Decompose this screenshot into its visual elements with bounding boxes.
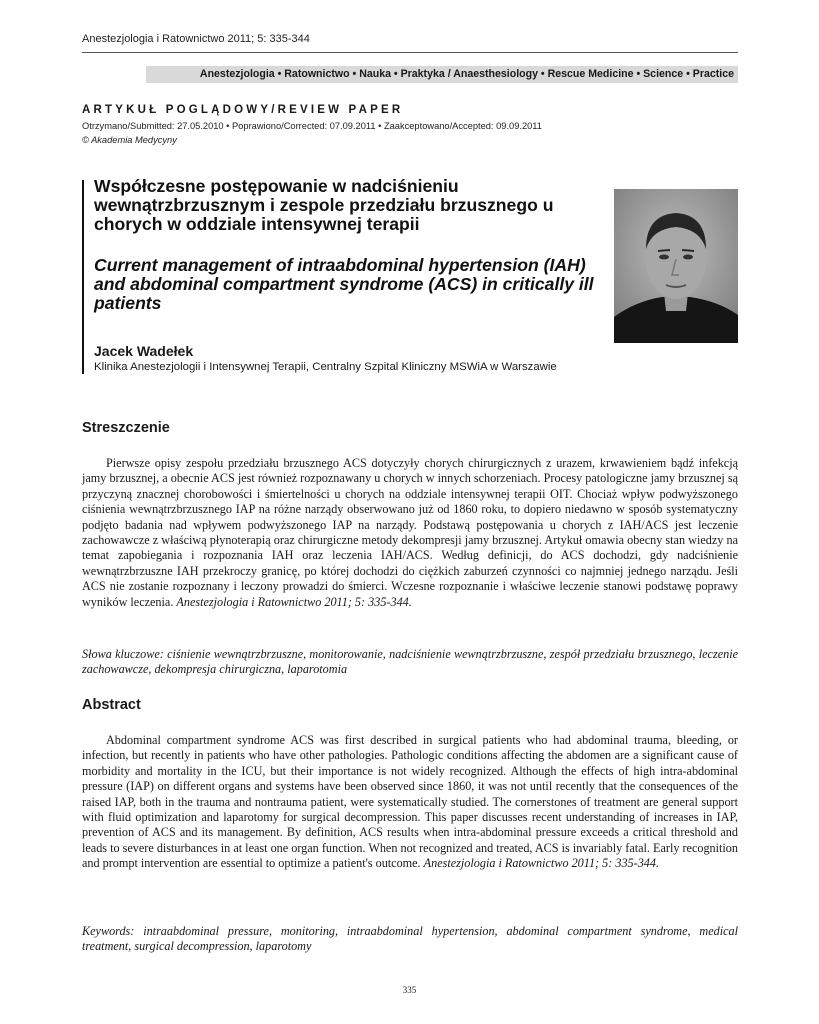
author-affiliation: Klinika Anestezjologii i Intensywnej Terapii, Centralny Szpital Kliniczny MSWiA w Warszawie bbox=[94, 361, 557, 373]
article-type-label: ARTYKUŁ POGLĄDOWY/REVIEW PAPER bbox=[82, 104, 404, 116]
author-name: Jacek Wadełek bbox=[94, 343, 194, 359]
title-english: Current management of intraabdominal hypertension (IAH) and abdominal compartment syndrome (ACS) in critically ill patients bbox=[94, 255, 594, 313]
author-photo bbox=[614, 189, 738, 343]
title-accent-bar bbox=[82, 180, 84, 374]
abstract-citation: Anestezjologia i Ratownictwo 2011; 5: 335-344. bbox=[423, 856, 660, 871]
streszczenie-text: Pierwsze opisy zespołu przedziału brzusznego ACS dotyczyły chorych chirurgicznych z urazem, krwawieniem bądź infekcją jamy brzusznej, a obecnie ACS jest również rozpoznawany u chorych w innych schorzeniach. Procesy patologiczne jamy brzusznej są przyczyną znacznej chorobowości i śmiertelności u chorych na oddziale intensywnej terapii OIT. Chociaż wpływ podwyższonego ciśnienia wewnątrzbrzusznego IAP na różne narządy obserwowano już od 1860 roku, to dopiero niedawno w sposób systematyczny podjęto badania nad wpływem podwyższonego IAP na narządy. Podstawą postępowania u chorych z IAH/ACS jest leczenie zachowawcze z właściwą płynoterapią oraz chirurgiczne metody dekompresji jamy brzusznej. Artykuł omawia obecny stan wiedzy na temat zapobiegania i rozpoznania IAH oraz leczenia IAH/ACS. Według definicji, do ACS dochodzi, gdy nadciśnienie wewnątrzbrzuszne IAH przekroczy granicę, po której dochodzi do ciężkich zaburzeń czynności co najmniej jednego narządu. Jeśli ACS nie zostanie rozpoznany i leczony prowadzi do śmierci. Wczesne rozpoznanie i właściwe leczenie stanowi podstawę poprawy wyników leczenia. bbox=[82, 456, 738, 609]
abstract-body bbox=[82, 733, 738, 872]
submission-dates: Otrzymano/Submitted: 27.05.2010 • Poprawiono/Corrected: 07.09.2011 • Zaakceptowano/Accepted: 09.09.2011 bbox=[82, 121, 542, 131]
header-divider bbox=[82, 52, 738, 53]
streszczenie-heading: Streszczenie bbox=[82, 420, 170, 436]
abstract-text: Abdominal compartment syndrome ACS was first described in surgical patients who had abdominal trauma, bleeding, or infection, but recently in patients who have other pathologies. Pathologic conditions affecting the abdomen are a significant cause of morbidity and mortality in the ICU, but their importance is not widely recognized. Although the effects of high intra-abdominal pressure (IAP) on different organs and systems have been observed since 1860, it was not until recently that the consequences of the raised IAP, both in the trauma and nontrauma patient, were systematically studied. The cornerstones of treatment are general support with fluid optimization and laparotomy for surgical decompression. This paper discusses recent understanding of increases in IAP, prevention of ACS and its management. By definition, ACS results when intra-abdominal pressure exceeds a critical threshold and leads to severe disturbances in at least one organ function. When not recognized and treated, ACS is invariably fatal. Early recognition and prompt intervention are essential to optimize a patient's outcome. bbox=[82, 733, 738, 871]
journal-reference: Anestezjologia i Ratownictwo 2011; 5: 335-344 bbox=[82, 33, 310, 45]
streszczenie-keywords: Słowa kluczowe: ciśnienie wewnątrzbrzuszne, monitorowanie, nadciśnienie wewnątrzbrzuszne, zespół przedziału brzusznego, leczenie zachowawcze, dekompresja chirurgiczna, laparotomia bbox=[82, 647, 738, 677]
abstract-keywords: Keywords: intraabdominal pressure, monitoring, intraabdominal hypertension, abdominal compartment syndrome, medical treatment, surgical decompression, laparotomy bbox=[82, 924, 738, 954]
copyright-notice: © Akademia Medycyny bbox=[82, 135, 177, 145]
streszczenie-citation: Anestezjologia i Ratownictwo 2011; 5: 335-344. bbox=[176, 594, 412, 609]
page-number: 335 bbox=[402, 985, 417, 995]
abstract-heading: Abstract bbox=[82, 697, 141, 713]
title-polish: Współczesne postępowanie w nadciśnieniu wewnątrzbrzusznym i zespole przedziału brzusznego u chorych w oddziale intensywnej terapii bbox=[94, 176, 554, 234]
streszczenie-body bbox=[82, 456, 738, 610]
author-portrait-image bbox=[614, 189, 738, 343]
journal-categories-bar: Anestezjologia • Ratownictwo • Nauka • Praktyka / Anaesthesiology • Rescue Medicine • Science • Practice bbox=[146, 66, 738, 83]
